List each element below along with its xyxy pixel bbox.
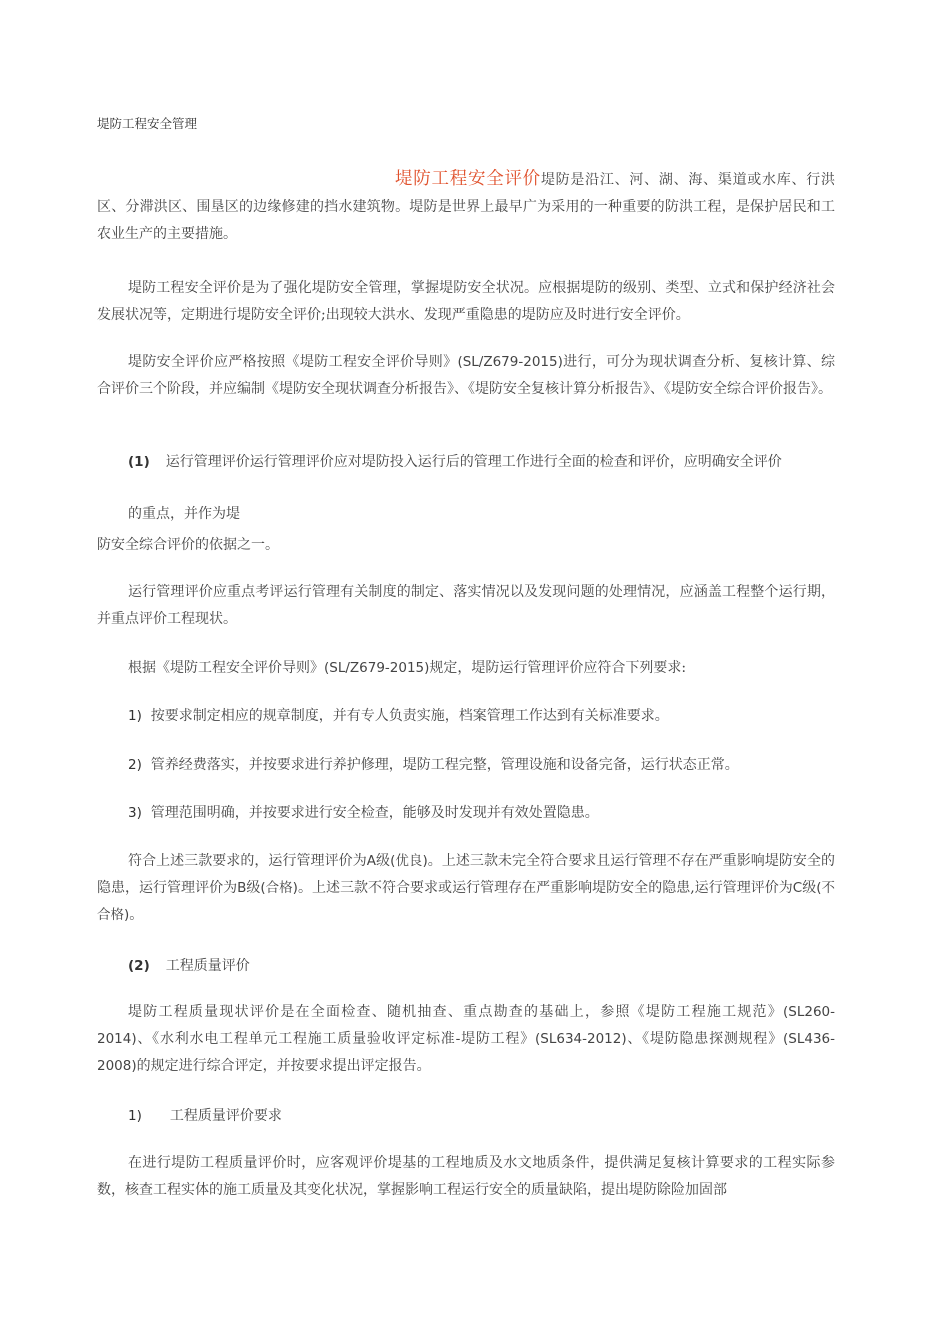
section-2-heading	[128, 955, 250, 975]
grade-a: A	[366, 853, 376, 869]
section-1-continuation-2: 防安全综合评价的依据之一。	[97, 537, 279, 553]
quality-text-a: 堤防工程质量现状评价是在全面检查、随机抽查、重点勘查的基础上，参照《堤防工程施工规范》	[128, 1004, 783, 1020]
requirements-intro-text-a: 根据《堤防工程安全评价导则》	[128, 660, 324, 676]
section-1-number: (1)	[128, 454, 150, 470]
requirements-intro-text-b: 规定，堤防运行管理评价应符合下列要求:	[429, 660, 687, 676]
grading-text-e: 。上述三款不符合要求或运行管理存在严重影响堤防安全的隐患,运行管理评价为	[297, 880, 793, 896]
document-header: 堤防工程安全管理	[97, 116, 198, 131]
quality-text-d: 的规定进行综合评定，并按要求提出评定报告。	[136, 1058, 431, 1074]
grading-text-b: 级	[375, 853, 391, 869]
paragraph-purpose: 堤防工程安全评价是为了强化堤防安全管理，掌握堤防安全状况。应根据堤防的级别、类型、立式和保护经济社会发展状况等，定期进行堤防安全评价;出现较大洪水、发现严重隐患的堤防应及时进行安全评价。	[97, 280, 835, 323]
paragraph-standard-text-b: 进行，可分为现状调查分析、复核计算、综合评价三个阶段，并应编制《堤防安全现状调查分析报告》、《堤防安全复核计算分析报告》、《堤防安全综合评价报告》。	[97, 354, 836, 397]
quality-text-b: 、《水利水电工程单元工程施工质量验收评定标准-堤防工程》	[136, 1031, 535, 1047]
requirement-item-2	[128, 754, 739, 774]
paragraph-standard	[97, 349, 835, 403]
grade-b-note: (合格)	[260, 880, 298, 896]
requirement-1-text: 按要求制定相应的规章制度，并有专人负责实施，档案管理工作达到有关标准要求。	[150, 708, 669, 724]
requirement-1-number: 1)	[128, 708, 142, 724]
grade-b: B	[237, 880, 247, 896]
intro-highlight-title: 堤防工程安全评价	[395, 169, 541, 189]
quality-code-1: (SL260-2014)	[97, 1004, 835, 1047]
section-2-text: 工程质量评价	[165, 958, 250, 974]
requirement-item-1	[128, 705, 669, 725]
grading-text-a: 符合上述三款要求的，运行管理评价为	[128, 853, 367, 869]
requirement-3-text: 管理范围明确，并按要求进行安全检查，能够及时发现并有效处置隐患。	[150, 805, 599, 821]
requirements-intro-code: (SL/Z679-2015)	[324, 660, 430, 676]
grade-c: C	[792, 880, 803, 896]
section-1-text: 运行管理评价运行管理评价应对堤防投入运行后的管理工作进行全面的检查和评价，应明确安全评价	[165, 454, 782, 470]
quality-code-2: (SL634-2012)	[535, 1031, 627, 1047]
subsection-1-text: 工程质量评价要求	[169, 1108, 282, 1124]
grading-text-d: 级	[246, 880, 261, 896]
intro-text: 堤防是沿江、河、湖、海、渠道或水库、行洪区、分滞洪区、围垦区的边缘修建的挡水建筑物。堤防是世界上最早广为采用的一种重要的防洪工程，是保护居民和工农业生产的主要措施。	[97, 172, 836, 242]
paragraph-grading	[97, 848, 835, 929]
paragraph-quality	[97, 999, 835, 1080]
grade-a-note: (优良)	[390, 853, 428, 869]
paragraph-operation: 运行管理评价应重点考评运行管理有关制度的制定、落实情况以及发现问题的处理情况，应涵盖工程整个运行期，并重点评价工程现状。	[97, 584, 835, 627]
grade-c-note: (不合格)	[97, 880, 835, 923]
section-1-heading	[128, 451, 782, 471]
requirement-2-text: 管养经费落实，并按要求进行养护修理，堤防工程完整，管理设施和设备完备，运行状态正常。	[150, 757, 739, 773]
standard-code: (SL/Z679-2015)	[457, 354, 563, 370]
subsection-1-number: 1)	[128, 1108, 142, 1124]
subsection-1-heading	[128, 1105, 282, 1125]
intro-paragraph	[97, 166, 835, 248]
quality-code-3: (SL436-2008)	[97, 1031, 835, 1074]
paragraph-standard-text-a: 堤防安全评价应严格按照《堤防工程安全评价导则》	[128, 354, 458, 370]
grading-text-f: 级	[802, 880, 817, 896]
quality-text-c: 、《堤防隐患探测规程》	[626, 1031, 783, 1047]
grading-text-c: 。上述三款未完全符合要求且运行管理不存在严重影响堤防安全的隐患，运行管理评价为	[97, 853, 836, 896]
grading-text-g: 。	[129, 907, 144, 923]
requirement-3-number: 3)	[128, 805, 142, 821]
paragraph-requirements-intro	[128, 657, 686, 677]
paragraph-quality-requirements: 在进行堤防工程质量评价时，应客观评价堤基的工程地质及水文地质条件，提供满足复核计算要求的工程实际参数，核查工程实体的施工质量及其变化状况，掌握影响工程运行安全的质量缺陷，提出堤防除险加固部	[97, 1155, 835, 1198]
requirement-item-3	[128, 802, 599, 822]
section-1-continuation-1: 的重点，并作为堤	[128, 506, 240, 522]
requirement-2-number: 2)	[128, 757, 142, 773]
section-2-number: (2)	[128, 958, 150, 974]
